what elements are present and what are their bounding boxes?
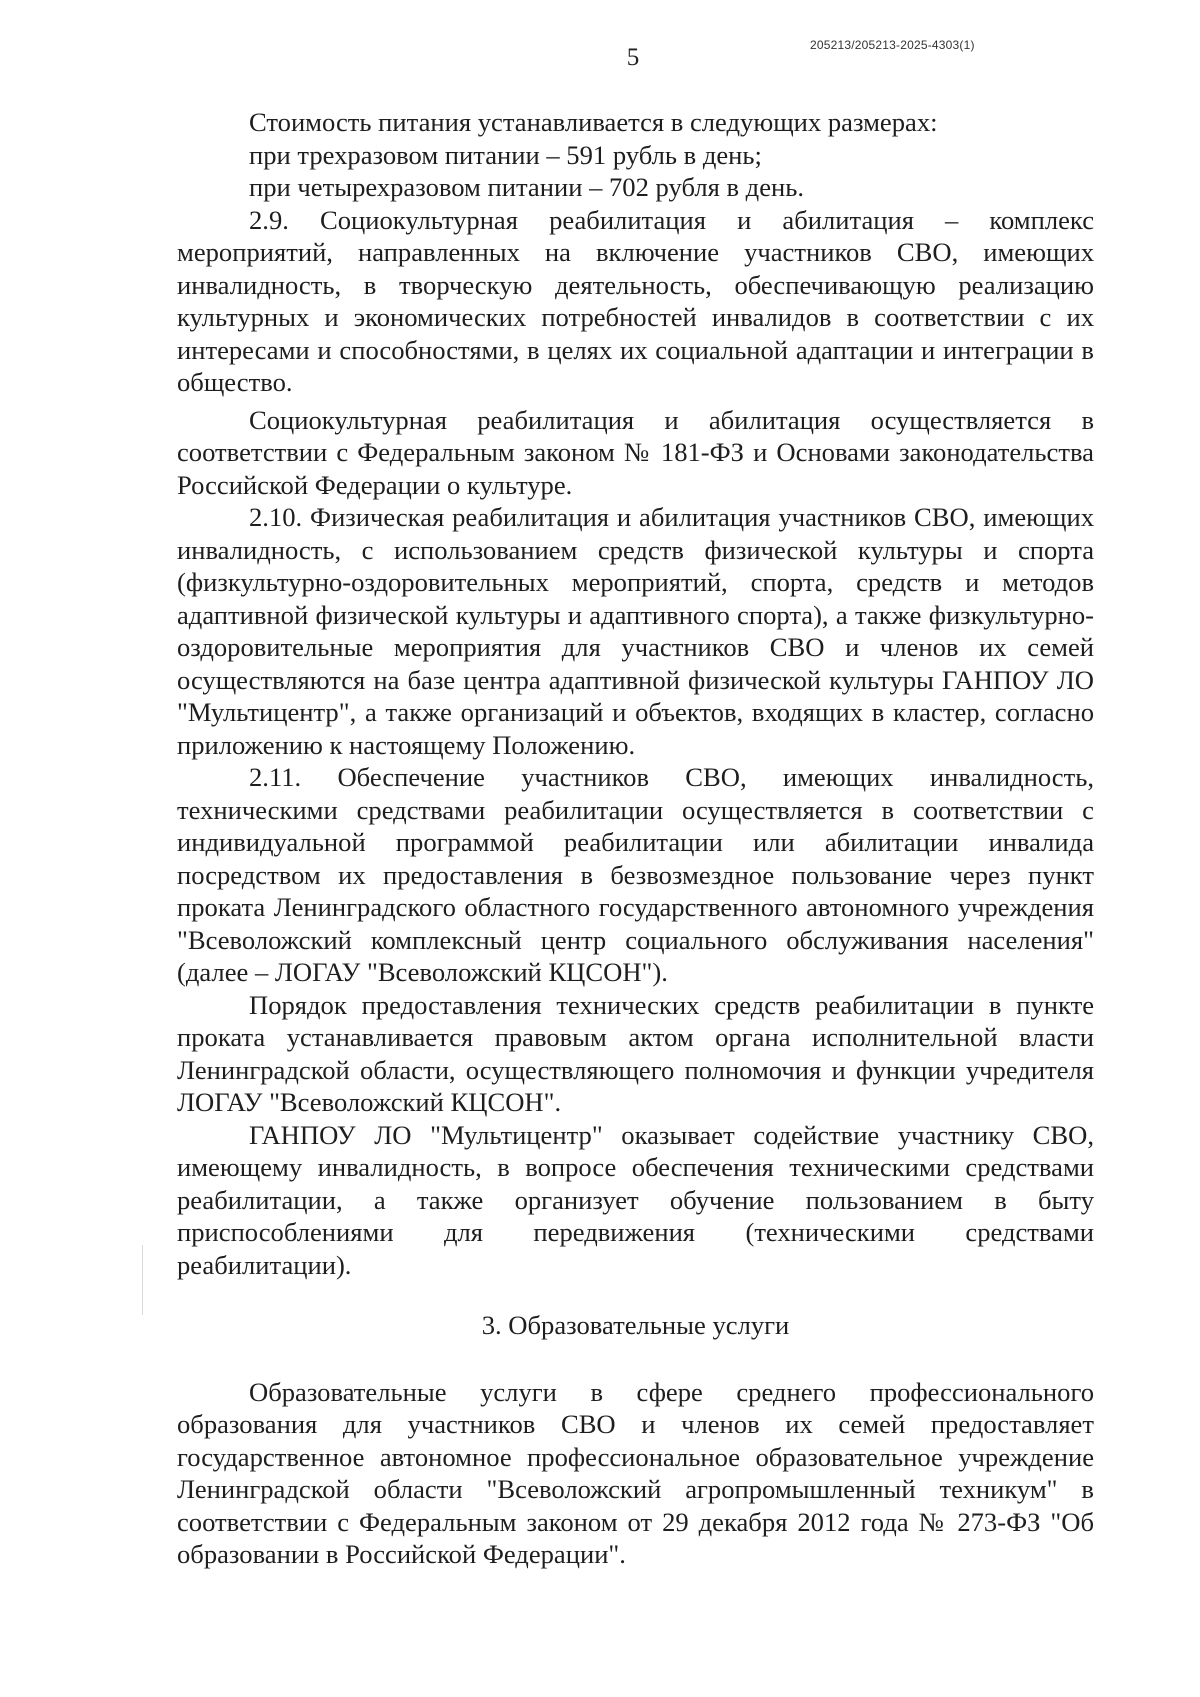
paragraph-sociocultural: Социокультурная реабилитация и абилитация осуществляется в соответствии с Федеральным законом № 181-ФЗ и Основами законодательства Российской Федерации о культуре. xyxy=(177,404,1094,500)
document-body xyxy=(177,106,1094,1571)
paragraph-2-11: 2.11. Обеспечение участников СВО, имеющих инвалидность, техническими средствами реабилитации осуществляется в соответствии с индивидуальной программой реабилитации или абилитации инвалида посредством их предоставления в безвозмездное пользование через пункт проката Ленинградского областного государственного автономного учреждения "Всеволожский комплексный центр социального обслуживания населения" (далее – ЛОГАУ "Всеволожский КЦСОН"). xyxy=(177,762,1094,987)
paragraph-education: Образовательные услуги в сфере среднего профессионального образования для участников СВО и членов их семей предоставляет государственное автономное профессиональное образовательное учреждение Ленинградской области "Всеволожский агропромышленный техникум" в соответствии с Федеральным законом от 29 декабря 2012 года № 273-ФЗ "Об образовании в Российской Федерации". xyxy=(177,1376,1094,1569)
paragraph-four-meals: при четырехразовом питании – 702 рубля в день. xyxy=(249,172,805,202)
paragraph-2-10: 2.10. Физическая реабилитация и абилитация участников СВО, имеющих инвалидность, с использованием средств физической культуры и спорта (физкультурно-оздоровительных мероприятий, спорта, средств и методов адаптивной физической культуры и адаптивного спорта), а также физкультурно-оздоровительные мероприятия для участников СВО и членов их семей осуществляются на базе центра адаптивной физической культуры ГАНПОУ ЛО "Мультицентр", а также организаций и объектов, входящих в кластер, согласно приложению к настоящему Положению. xyxy=(177,502,1094,760)
paragraph-three-meals: при трехразовом питании – 591 рубль в день; xyxy=(249,139,762,170)
paragraph-2-9: 2.9. Социокультурная реабилитация и абилитация – комплекс мероприятий, направленных на включение участников СВО, имеющих инвалидность, в творческую деятельность, обеспечивающую реализацию культурных и экономических потребностей инвалидов в соответствии с их интересами и способностями, в целях их социальной адаптации и интеграции в общество. xyxy=(177,204,1094,397)
paragraph-rental-procedure: Порядок предоставления технических средств реабилитации в пункте проката устанавливается правовым актом органа исполнительной власти Ленинградской области, осуществляющего полномочия и функции учредителя ЛОГАУ "Всеволожский КЦСОН". xyxy=(177,989,1094,1117)
scan-artifact xyxy=(142,1245,143,1315)
section-heading: 3. Образовательные услуги xyxy=(481,1310,790,1340)
page-number: 5 xyxy=(626,44,640,71)
paragraph-multicenter: ГАНПОУ ЛО "Мультицентр" оказывает содействие участнику СВО, имеющему инвалидность, в вопросе обеспечения техническими средствами реабилитации, а также организует обучение пользованием в быту приспособлениями для передвижения (техническими средствами реабилитации). xyxy=(177,1119,1094,1280)
document-id: 205213/205213-2025-4303(1) xyxy=(810,38,975,52)
paragraph-meal-cost-intro: Стоимость питания устанавливается в следующих размерах: xyxy=(249,107,938,137)
